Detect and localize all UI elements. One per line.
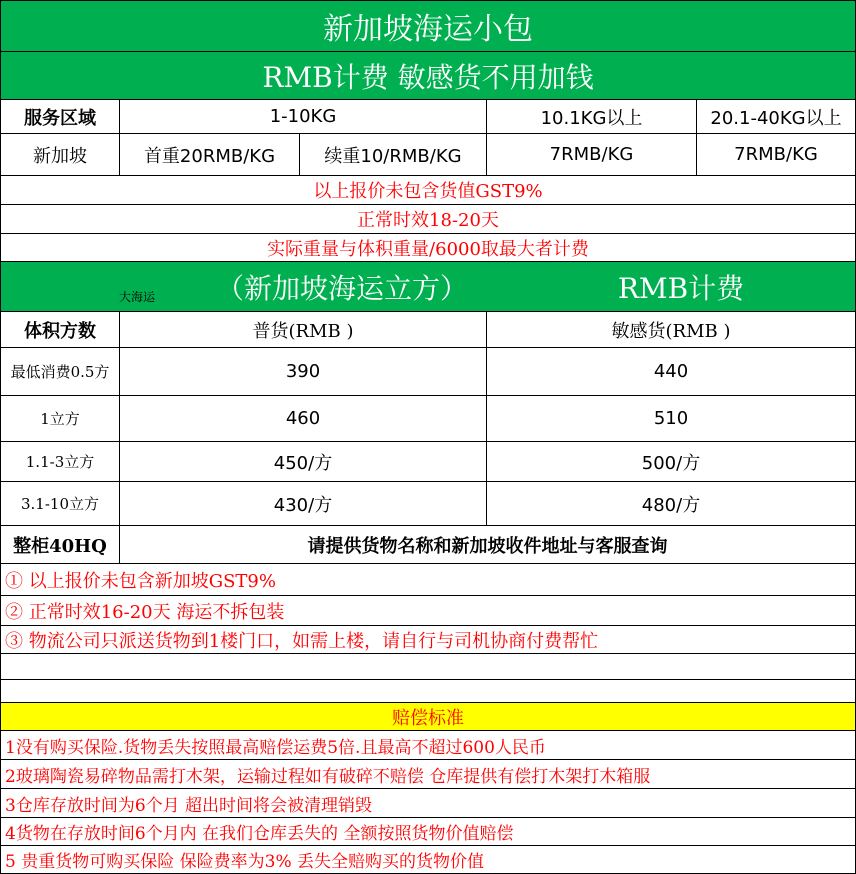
compensation-row	[0, 760, 856, 789]
cubic-header-row	[0, 312, 856, 348]
parcel-region: 新加坡	[1, 134, 120, 175]
note-gst: ① 以上报价未包含新加坡GST9%	[5, 570, 276, 592]
cubic-row-general: 460	[120, 396, 487, 441]
title-row	[0, 0, 856, 52]
parcel-extra-weight: 续重10/RMB/KG	[300, 134, 487, 175]
parcel-price-20-1: 7RMB/KG	[734, 144, 818, 165]
compensation-item: 2玻璃陶瓷易碎物品需打木架，运输过程如有破碎不赔偿 仓库提供有偿打木架打木箱服	[5, 766, 651, 787]
compensation-row	[0, 731, 856, 760]
compensation-title: 赔偿标准	[392, 707, 464, 729]
cubic-header-volume: 体积方数	[1, 312, 120, 347]
page-subtitle: RMB计费 敏感货不用加钱	[262, 60, 594, 94]
cubic-row-label: 3.1-10立方	[1, 482, 120, 525]
cubic-row-label: 1立方	[1, 396, 120, 441]
container-label: 整柜40HQ	[1, 526, 120, 563]
note-delivery: ③ 物流公司只派送货物到1楼门口，如需上楼，请自行与司机协商付费帮忙	[5, 630, 599, 652]
cubic-row-general: 430/方	[120, 482, 487, 525]
cubic-row	[0, 348, 856, 396]
parcel-header-row	[0, 100, 856, 134]
subtitle-row	[0, 52, 856, 100]
parcel-header-region: 服务区域	[1, 100, 120, 133]
parcel-note-row	[0, 234, 856, 262]
parcel-price-10-1: 7RMB/KG	[487, 134, 697, 175]
compensation-item: 5 贵重货物可购买保险 保险费率为3% 丢失全赔购买的货物价值	[5, 852, 484, 872]
container-row	[0, 526, 856, 564]
container-text: 请提供货物名称和新加坡收件地址与客服查询	[307, 535, 668, 557]
cubic-row-general: 390	[120, 348, 487, 395]
compensation-row	[0, 846, 856, 874]
cubic-title-row	[0, 262, 856, 312]
note-row	[0, 564, 856, 596]
parcel-note-row	[0, 176, 856, 205]
cubic-billing: RMB计费	[617, 271, 745, 305]
note-time: ② 正常时效16-20天 海运不拆包装	[5, 601, 285, 623]
page-title: 新加坡海运小包	[323, 12, 533, 47]
compensation-title-row	[0, 703, 856, 731]
compensation-item: 1没有购买保险.货物丢失按照最高赔偿运费5倍.且最高不超过600人民币	[5, 737, 546, 758]
parcel-note-row	[0, 205, 856, 234]
cubic-row	[0, 442, 856, 482]
cubic-row-sensitive: 500/方	[641, 452, 701, 474]
parcel-note-gst: 以上报价未包含货值GST9%	[313, 181, 543, 202]
note-row	[0, 626, 856, 654]
parcel-first-weight: 首重20RMB/KG	[120, 134, 300, 175]
parcel-note-weight: 实际重量与体积重量/6000取最大者计费	[267, 238, 589, 260]
parcel-row-singapore	[0, 134, 856, 176]
compensation-item: 4货物在存放时间6个月内 在我们仓库丢失的 全额按照货物价值赔偿	[5, 824, 514, 844]
parcel-note-time: 正常时效18-20天	[357, 210, 499, 231]
cubic-row	[0, 482, 856, 526]
parcel-header-1-10: 1-10KG	[120, 100, 487, 133]
cubic-row-sensitive: 480/方	[641, 494, 701, 516]
cubic-header-sensitive: 敏感货(RMB )	[611, 320, 731, 342]
empty-row	[0, 680, 856, 703]
parcel-header-10-1: 10.1KG以上	[487, 100, 697, 133]
cubic-row-general: 450/方	[120, 442, 487, 481]
cubic-row-label: 1.1-3立方	[1, 442, 120, 481]
cubic-tag: 大海运	[119, 290, 156, 304]
compensation-row	[0, 818, 856, 846]
cubic-row-sensitive: 510	[653, 408, 689, 429]
parcel-header-20-1-40: 20.1-40KG以上	[710, 107, 842, 129]
note-row	[0, 596, 856, 626]
cubic-row-sensitive: 440	[653, 361, 689, 382]
cubic-title: （新加坡海运立方）	[215, 271, 468, 305]
cubic-row-label: 最低消费0.5方	[1, 348, 120, 395]
empty-row	[0, 654, 856, 680]
cubic-row	[0, 396, 856, 442]
cubic-header-general: 普货(RMB )	[120, 312, 487, 347]
compensation-row	[0, 789, 856, 818]
compensation-item: 3仓库存放时间为6个月 超出时间将会被清理销毁	[5, 795, 373, 816]
